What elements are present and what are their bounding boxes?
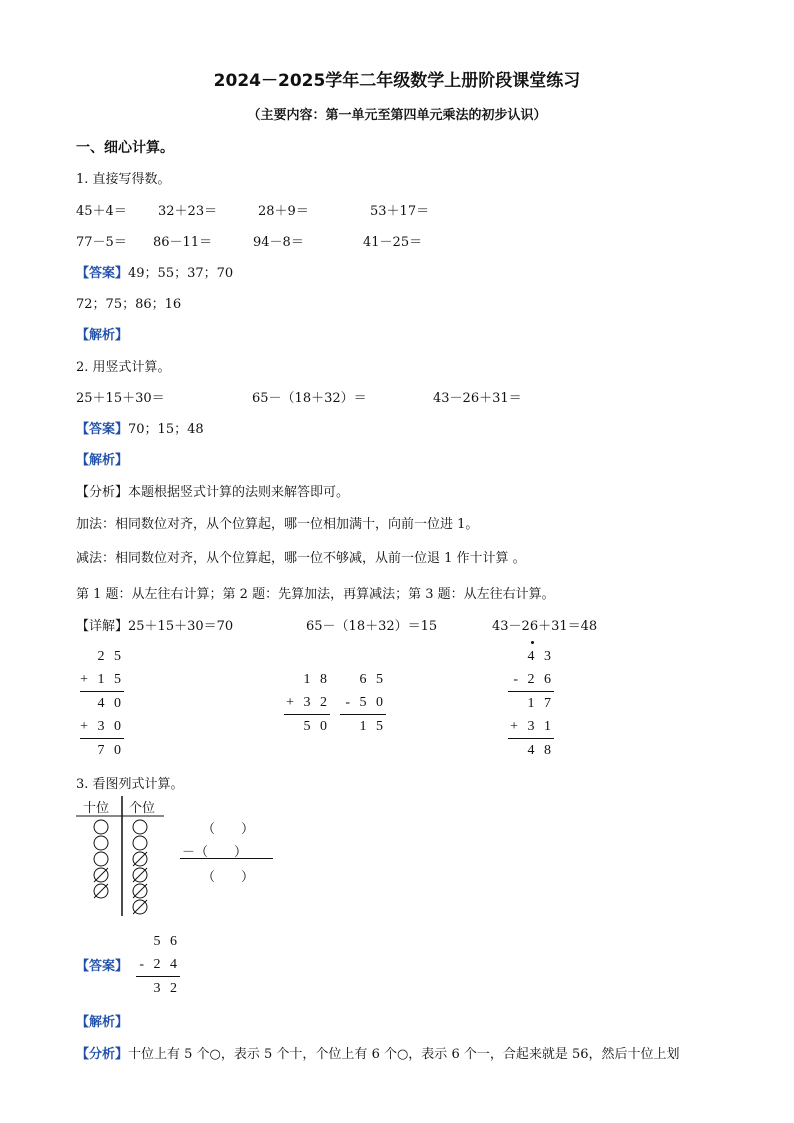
blank-top: （ ） <box>202 822 255 837</box>
vc-row: - 5 0 <box>345 695 386 710</box>
fenxi-tag: 【分析】 <box>76 485 129 500</box>
fenxi-text: 十位上有 5 个○，表示 5 个十，个位上有 6 个○，表示 6 个一，合起来就是 56，然后十位上划 <box>128 1047 680 1062</box>
q2-problem: 25＋15＋30＝ <box>76 391 165 406</box>
vc-row: 2 5 <box>97 649 124 664</box>
q2-fenxi <box>76 481 349 500</box>
answer-tag: 【答案】 <box>76 959 129 974</box>
fenxi-text: 本题根据竖式计算的法则来解答即可。 <box>128 485 350 500</box>
q3-fenxi <box>76 1043 680 1062</box>
vc-row: 6 5 <box>359 672 386 687</box>
vc-row: - 2 6 <box>513 672 554 687</box>
blank-bottom: （ ） <box>202 870 255 885</box>
tens-counter <box>94 836 108 850</box>
vc-row: 5 0 <box>284 714 330 738</box>
vc-row: 5 6 <box>153 934 180 949</box>
vc-row: 3 2 <box>136 976 180 1000</box>
detail-eq: 25＋15＋30＝70 <box>128 619 234 634</box>
ones-counter <box>133 836 147 850</box>
q1-item: 86－11＝ <box>153 235 213 250</box>
vc-row: + 3 1 <box>510 719 554 734</box>
analysis-tag: 【解析】 <box>76 453 129 468</box>
vc-row: 4 3 <box>527 649 554 664</box>
q3-title: 3. 看图列式计算。 <box>76 777 184 792</box>
vertical-calc-2b <box>340 668 386 738</box>
vertical-calc-1 <box>80 645 124 762</box>
q1-title: 1. 直接写得数。 <box>76 172 171 187</box>
vertical-calc-2a <box>284 668 330 738</box>
answer-text-2: 72；75；86；16 <box>76 297 182 312</box>
tens-header: 十位 <box>83 801 110 816</box>
analysis-tag: 【解析】 <box>76 328 129 343</box>
tens-counter <box>94 820 108 834</box>
q1-item: 28＋9＝ <box>258 204 309 219</box>
sub-rule: 减法：相同数位对齐，从个位算起，哪一位不够减，从前一位退 1 作十计算 。 <box>76 551 526 566</box>
q2-answer <box>76 418 204 437</box>
page-subtitle: （主要内容：第一单元至第四单元乘法的初步认识） <box>247 108 547 123</box>
blank-line <box>180 858 273 859</box>
vc-row: 1 5 <box>340 714 386 738</box>
q2-problem: 65－（18＋32）＝ <box>252 391 367 406</box>
step-order: 第 1 题：从左往右计算；第 2 题：先算加法，再算减法；第 3 题：从左往右计算。 <box>76 587 555 602</box>
q1-answer <box>76 262 233 281</box>
answer-tag: 【答案】 <box>76 422 129 437</box>
add-rule: 加法：相同数位对齐，从个位算起，哪一位相加满十，向前一位进 1。 <box>76 517 479 532</box>
vc-row: + 1 5 <box>80 672 124 687</box>
place-value-chart <box>70 790 180 920</box>
ones-counters <box>133 820 147 914</box>
vc-row: 4 0 <box>80 691 124 715</box>
answer-vertical-calc <box>136 930 180 1000</box>
fenxi-tag: 【分析】 <box>76 1047 129 1062</box>
detail-eq: 65－（18＋32）＝15 <box>306 619 438 634</box>
tens-counters <box>94 820 108 898</box>
q1-item: 32＋23＝ <box>158 204 218 219</box>
q1-item: 45＋4＝ <box>76 204 127 219</box>
answer-tag: 【答案】 <box>76 266 129 281</box>
section-heading: 一、细心计算。 <box>76 140 174 156</box>
vertical-calc-3 <box>508 645 554 762</box>
q1-item: 41－25＝ <box>363 235 423 250</box>
ones-header: 个位 <box>129 801 156 816</box>
answer-text: 49；55；37；70 <box>128 266 234 281</box>
q1-item: 53＋17＝ <box>370 204 430 219</box>
vc-row: 7 0 <box>80 738 124 762</box>
q2-title: 2. 用竖式计算。 <box>76 360 171 375</box>
tens-counter <box>94 852 108 866</box>
vc-row: + 3 2 <box>286 695 330 710</box>
vc-row: 1 8 <box>303 672 330 687</box>
blank-middle: －（ ） <box>182 845 248 860</box>
vc-row: - 2 4 <box>139 957 180 972</box>
analysis-tag: 【解析】 <box>76 1015 129 1030</box>
detail-eq: 43－26＋31＝48 <box>492 619 598 634</box>
q2-problem: 43－26＋31＝ <box>433 391 522 406</box>
vc-row: 4 8 <box>508 738 554 762</box>
q2-detail <box>76 615 233 634</box>
ones-counter <box>133 820 147 834</box>
page-title: 2024－2025学年二年级数学上册阶段课堂练习 <box>213 71 581 91</box>
answer-text: 70；15；48 <box>128 422 204 437</box>
q1-item: 77－5＝ <box>76 235 127 250</box>
q1-item: 94－8＝ <box>253 235 304 250</box>
detail-tag: 【详解】 <box>76 619 129 634</box>
vc-row: + 3 0 <box>80 719 124 734</box>
borrow-dot <box>531 641 534 644</box>
vc-row: 1 7 <box>508 691 554 715</box>
